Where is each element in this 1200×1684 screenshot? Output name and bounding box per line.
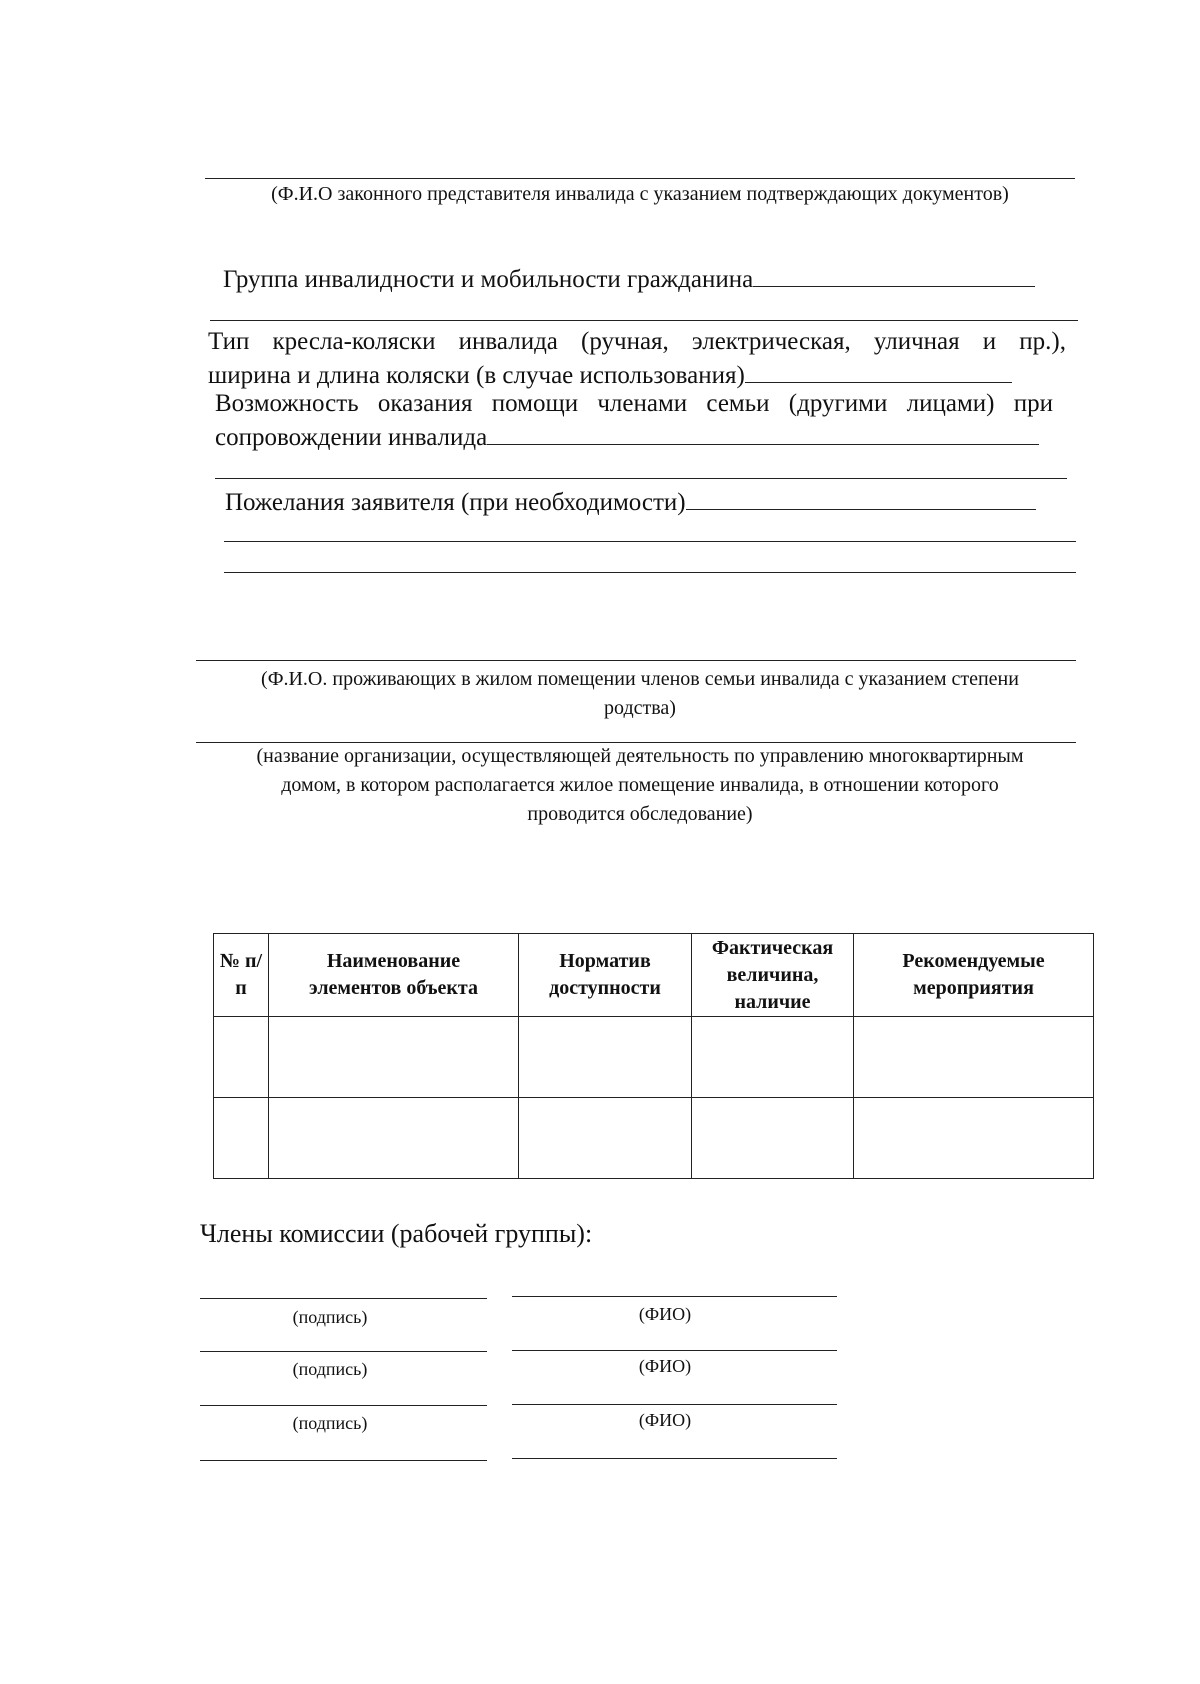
name-line-4[interactable]: [512, 1458, 837, 1459]
table-cell-recommended-measures[interactable]: [854, 1017, 1094, 1098]
wishes-fill-line-3[interactable]: [224, 572, 1076, 573]
table-cell-accessibility-norm[interactable]: [519, 1017, 692, 1098]
header-recommended-measures: Рекомендуемые мероприятия: [854, 934, 1094, 1017]
name-label-1: (ФИО): [638, 1304, 692, 1324]
sign-label-1: (подпись): [292, 1307, 368, 1327]
name-line-1[interactable]: [512, 1296, 837, 1297]
wheelchair-size-field[interactable]: [745, 358, 1012, 383]
family-caption-line-1: (Ф.И.О. проживающих в жилом помещении членов семьи инвалида с указанием степени: [261, 668, 1019, 690]
family-help-field[interactable]: [487, 420, 1039, 445]
sign-label-3: (подпись): [292, 1413, 368, 1433]
family-members-caption: [180, 665, 1100, 723]
header-element-name: Наименование элементов объекта: [269, 934, 519, 1017]
family-members-fill-line[interactable]: [196, 660, 1076, 661]
table-cell-element-name[interactable]: [269, 1098, 519, 1179]
wishes-fill-line-2[interactable]: [224, 541, 1076, 542]
signature-line-3[interactable]: [200, 1405, 487, 1406]
org-caption-line-2: домом, в котором располагается жилое помещение инвалида, в отношении которого: [281, 774, 999, 796]
sign-label-2: (подпись): [292, 1359, 368, 1379]
signature-line-2[interactable]: [200, 1351, 487, 1352]
name-label-2: (ФИО): [638, 1356, 692, 1376]
table-cell-actual-value[interactable]: [692, 1017, 854, 1098]
wheelchair-type-line-2: ширина и длина коляски (в случае использования): [208, 362, 745, 389]
table-cell-accessibility-norm[interactable]: [519, 1098, 692, 1179]
table-cell-actual-value[interactable]: [692, 1098, 854, 1179]
disability-group-field[interactable]: [753, 262, 1035, 287]
table-cell-element-name[interactable]: [269, 1017, 519, 1098]
family-help-fill-line-2[interactable]: [215, 478, 1067, 479]
table-cell-number[interactable]: [214, 1098, 269, 1179]
table-cell-recommended-measures[interactable]: [854, 1098, 1094, 1179]
table-row: [214, 1017, 1094, 1098]
representative-caption: (Ф.И.О законного представителя инвалида с указанием подтверждающих документов): [271, 183, 1009, 205]
name-label-3: (ФИО): [638, 1410, 692, 1430]
org-caption-line-3: проводится обследование): [527, 803, 753, 825]
family-help-row-2: [215, 420, 1085, 454]
wishes-label: Пожелания заявителя (при необходимости): [225, 489, 686, 516]
org-caption-line-1: (название организации, осуществляющей деятельность по управлению многоквартирным: [256, 745, 1024, 767]
header-number: № п/п: [214, 934, 269, 1017]
commission-title: Члены комиссии (рабочей группы):: [200, 1219, 593, 1248]
representative-fill-line[interactable]: [205, 178, 1075, 179]
table-header-row: [214, 934, 1094, 1017]
survey-table: [213, 933, 1094, 1179]
table-cell-number[interactable]: [214, 1017, 269, 1098]
signature-line-4[interactable]: [200, 1460, 487, 1461]
signature-line-1[interactable]: [200, 1298, 487, 1299]
disability-group-fill-line-2[interactable]: [210, 320, 1078, 321]
family-help-line-2: сопровождении инвалида: [215, 424, 488, 451]
wheelchair-type-row-2: [208, 358, 1078, 392]
name-line-3[interactable]: [512, 1404, 837, 1405]
header-actual-value: Фактическая величина, наличие: [692, 934, 854, 1017]
name-line-2[interactable]: [512, 1350, 837, 1351]
table-row: [214, 1098, 1094, 1179]
wishes-row: [225, 485, 1085, 519]
family-help-line-1: Возможность оказания помощи членами семьи (другими лицами) при: [215, 390, 1053, 417]
wishes-field[interactable]: [686, 485, 1036, 510]
organization-caption: [180, 742, 1100, 829]
disability-group-row: [223, 262, 1083, 296]
header-accessibility-norm: Норматив доступности: [519, 934, 692, 1017]
family-caption-line-2: родства): [604, 697, 676, 719]
wheelchair-type-line-1: Тип кресла-коляски инвалида (ручная, электрическая, уличная и пр.),: [208, 328, 1066, 355]
disability-group-label: Группа инвалидности и мобильности гражданина: [223, 266, 754, 293]
